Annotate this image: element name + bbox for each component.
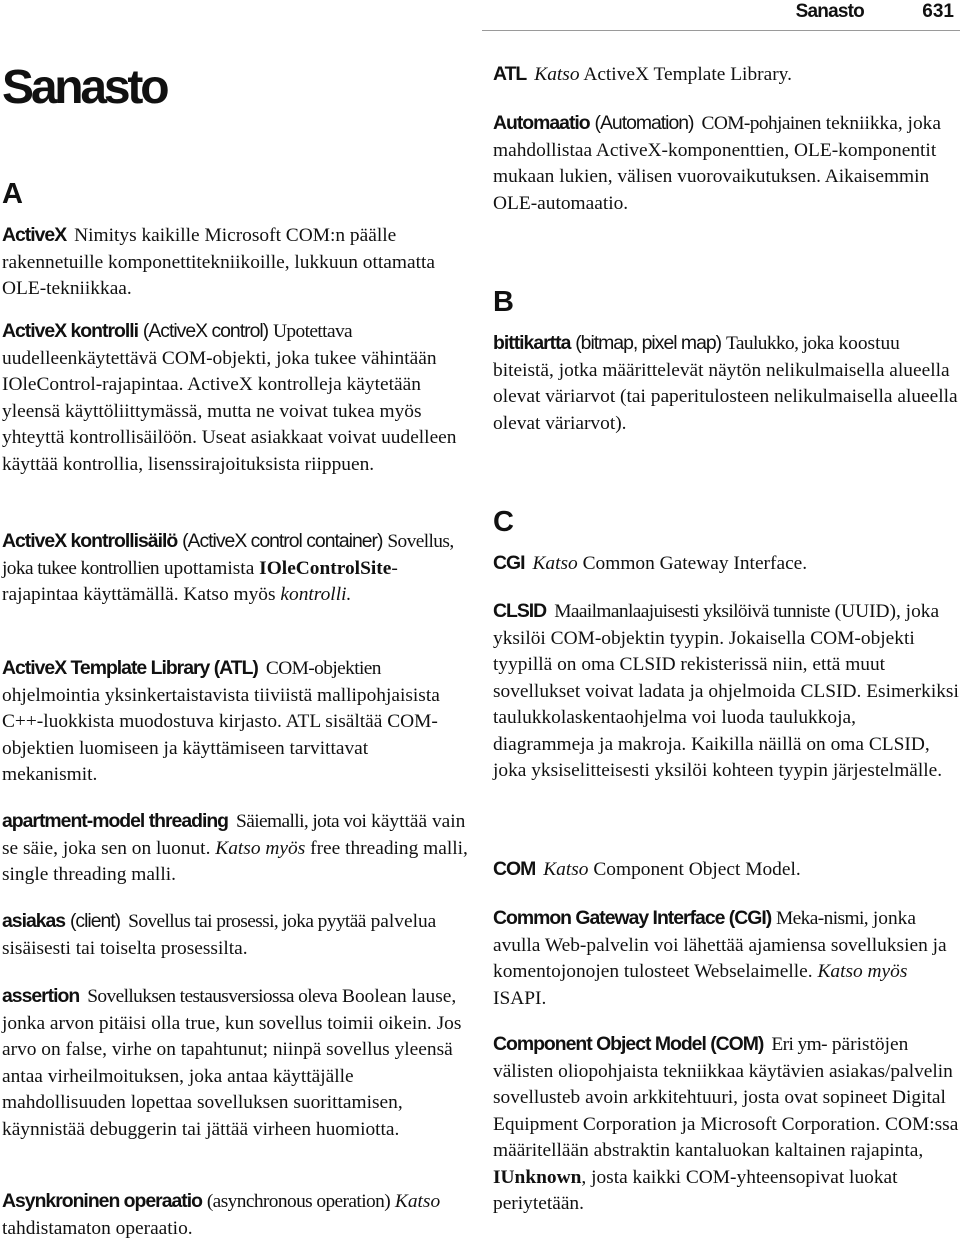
definition-lead: COM-pohjainen [701,113,821,134]
definition: Component Object Model. [593,859,801,880]
cross-reference: Katso myös [215,837,306,859]
cross-reference: Katso [543,859,589,880]
entry-activex [2,222,468,303]
entry-component-object-model [493,1031,959,1218]
cross-reference: Katso [532,553,578,574]
definition-cont: , josta kaikki COM-yhteensopivat luokat periytetään. [493,1166,898,1214]
definition: upottamista [163,557,255,579]
definition: päristöjen välisten oliopohjaista tekniikkaa käytävien asiakas/palvelin sovellusteb avoin arkkitehtuuri, josta ovat sopineet Digital Equipment Corporation ja Microsoft Corporation. COM:ssa määritellään abstraktin kantaluokan kaltainen rajapinta, [493,1034,959,1161]
entry-common-gateway-interface [493,905,959,1012]
term: ActiveX kontrolli [2,320,139,342]
page-title: Sanasto [2,61,167,114]
term: Automaatio [493,112,590,134]
cross-reference: Katso [534,64,580,85]
definition: Boolean lause, jonka arvon pitäisi olla true, kun sovellus toimii oikein. Jos arvo on false, virhe on tapahtunut; niinpä sovellus yleensä antaa virheilmoituksen, joka antaa käyttäjälle mahdollisuuden lopettaa sovelluksen suorittamisen, käynnistää debuggerin tai jättää virheen huomiotta. [2,986,462,1140]
definition: uudelleenkäytettävä COM-objekti, joka tukee vähintään IOleControl-rajapintaa. ActiveX kontrolleja käytetään yleensä käyttöliittymässä, mutta ne voivat tukea myös yhteyttä kontrollisäilöön. Useat asiakkaat voivat uudelleen käyttää kontrollia, lisenssirajoituksista riippuen. [2,347,457,475]
entry-assertion [2,983,468,1143]
term: CGI [493,552,525,574]
entry-asiakas [2,908,468,962]
definition-lead: Taulukko, joka [725,333,834,354]
definition-lead: Säiemalli, jota voi [236,811,367,832]
term: ActiveX [2,224,67,246]
running-header-section: Sanasto [795,1,864,22]
entry-cgi [493,550,959,578]
entry-asynkroninen-operaatio [2,1188,468,1242]
definition-lead: COM-objektien [265,658,381,679]
definition: jonka avulla Web-palvelin voi lähettää ajamiensa sovelluksien ja komentojonojen tulosteet Webselaimelle. [493,908,947,982]
definition-lead: Sovelluksen testausversiossa oleva [87,986,338,1007]
term: Common Gateway Interface (CGI) [493,907,772,929]
definition-cont: ISAPI. [493,987,547,1009]
term-gloss: (ActiveX control) [142,320,269,342]
section-letter-c: C [493,506,514,538]
definition-lead: Maailmanlaajuisesti yksilöivä tunniste [554,601,830,622]
cross-reference: Katso myös [817,961,908,982]
term: ActiveX kontrollisäilö [2,530,178,552]
term: apartment-model threading [2,810,229,832]
definition-lead: Upotettava [272,321,353,342]
term: bittikartta [493,332,571,354]
entry-bittikartta [493,330,959,437]
definition-lead: Sovellus tai prosessi, joka pyytää [128,911,366,932]
cross-reference: kontrolli. [280,584,352,605]
entry-atl-definition [2,655,468,789]
entry-atl [493,61,959,89]
term: ATL [493,63,527,85]
definition-cont: free threading malli, single threading malli. [2,837,468,885]
entry-com [493,856,959,884]
definition-lead: (asynchronous operation) [206,1191,391,1212]
definition: ActiveX Template Library. [583,64,792,85]
section-letter-a: A [2,178,23,210]
cross-reference: Katso [394,1191,441,1212]
term: COM [493,858,536,880]
definition: Common Gateway Interface. [582,553,808,574]
page-number: 631 [922,1,954,22]
entry-automaatio [493,110,959,217]
term: CLSID [493,600,547,622]
definition: Nimitys kaikille Microsoft COM:n päälle rakennetuille komponettitekniikoille, lukkuun ottamatta OLE-tekniikkaa. [2,225,435,299]
term-gloss: (ActiveX control container) [182,530,383,552]
term-gloss: (client) [69,910,121,932]
entry-clsid [493,598,959,785]
definition-cont: -rajapintaa käyttämällä. Katso myös [2,557,398,605]
entry-activex-kontrolli [2,318,468,478]
definition-lead: Sovellus, joka tukee kontrollien [2,531,454,579]
term: assertion [2,985,80,1007]
definition: (UUID), joka yksilöi COM-objektin tyypin. Jokaisella COM-objekti tyypillä on oma CLSID rekisterissä niin, että muut sovellukset voivat ladata ja ohjelmoida CLSID. Esimerkiksi taulukkolaskentaohjelma voi luoda taulukkoja, diagrammeja ja makroja. Kaikilla näillä on oma CLSID, joka yksiselitteisesti yksilöi kohteen tyypin järjestelmälle. [493,601,959,781]
running-header [482,0,960,31]
definition: palvelua sisäisesti tai toiselta prosessilta. [2,911,437,959]
entry-apartment-model-threading [2,808,468,889]
definition: koostuu biteistä, jotka määrittelevät näytön nelikulmaisella alueella olevat väriarvot (tai paperitulosteen nelikulmaisella alueella olevat väriarvot). [493,333,958,434]
term: asiakas [2,910,66,932]
definition: tahdistamaton operaatio. [2,1217,193,1239]
term: Component Object Model (COM) [493,1033,764,1055]
term: ActiveX Template Library (ATL) [2,657,258,679]
definition: ohjelmointia yksinkertaistavista tiiviistä mallipohjaisista C++-luokkista muodostuva kirjasto. ATL sisältää COM-objektien luomiseen ja käyttämiseen tarvittavat mekanismit. [2,684,440,785]
interface-name: IUnknown [493,1166,582,1188]
definition-lead: Meka-nismi, [776,908,868,929]
definition: käyttää vain se säie, joka sen on luonut. [2,811,466,859]
definition: tekniikka, joka mahdollistaa ActiveX-komponenttien, OLE-komponentit mukaan lukien, välisen vuorovaikutuksen. Aikaisemmin OLE-automaatio. [493,113,941,214]
term: Asynkroninen operaatio [2,1190,202,1212]
definition-lead: Eri ym- [771,1034,827,1055]
term-gloss: (bitmap, pixel map) [575,332,722,354]
term-gloss: (Automation) [594,112,694,134]
entry-activex-kontrollisailo [2,528,468,609]
interface-name: IOleControlSite [259,557,392,579]
section-letter-b: B [493,286,514,318]
